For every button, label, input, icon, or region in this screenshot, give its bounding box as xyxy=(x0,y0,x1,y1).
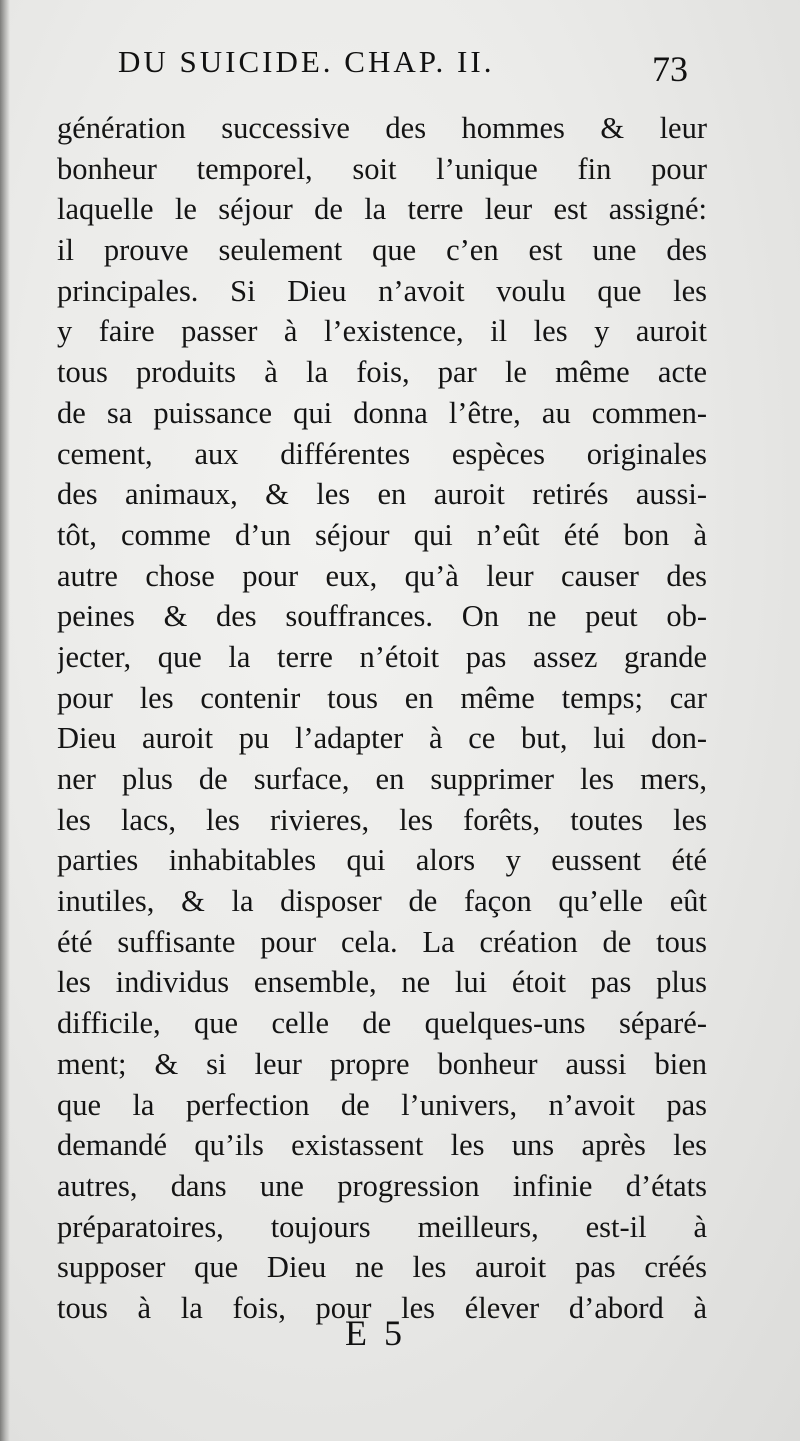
text-line: demandé qu’ils existassent les uns après les xyxy=(57,1128,707,1163)
text-line: que la perfection de l’univers, n’avoit pas xyxy=(57,1087,707,1122)
page-header xyxy=(118,38,688,98)
text-line: les lacs, les rivieres, les forêts, toutes les xyxy=(57,802,707,837)
text-line: ment; & si leur propre bonheur aussi bien xyxy=(57,1046,707,1081)
text-line: parties inhabitables qui alors y eussent été xyxy=(57,843,707,878)
text-line: difficile, que celle de quelques-uns séparé- xyxy=(57,1006,707,1041)
text-line: les individus ensemble, ne lui étoit pas plus xyxy=(57,965,707,1000)
text-line: supposer que Dieu ne les auroit pas créés xyxy=(57,1250,707,1285)
text-line: autres, dans une progression infinie d’états xyxy=(57,1168,707,1203)
page-gutter-shadow xyxy=(0,0,10,1441)
text-line: bonheur temporel, soit l’unique fin pour xyxy=(57,151,707,186)
text-line: tous à la fois, pour les élever d’abord à xyxy=(57,1290,707,1325)
text-line: ner plus de surface, en supprimer les mers, xyxy=(57,762,707,796)
text-line: inutiles, & la disposer de façon qu’elle eût xyxy=(57,884,707,919)
text-line: principales. Si Dieu n’avoit voulu que les xyxy=(57,273,707,308)
text-line: été suffisante pour cela. La création de tous xyxy=(57,924,707,959)
running-head: DU SUICIDE. CHAP. II. xyxy=(118,44,495,79)
text-line: génération successive des hommes & leur xyxy=(57,111,707,145)
text-line: jecter, que la terre n’étoit pas assez grande xyxy=(57,639,707,674)
text-line: des animaux, & les en auroit retirés aussi- xyxy=(57,477,707,512)
text-line: Dieu auroit pu l’adapter à ce but, lui don- xyxy=(57,721,707,756)
text-line: tôt, comme d’un séjour qui n’eût été bon à xyxy=(57,517,707,552)
signature-mark: E 5 xyxy=(345,1313,406,1353)
text-line: laquelle le séjour de la terre leur est assigné: xyxy=(57,192,707,227)
text-line: tous produits à la fois, par le même acte xyxy=(57,355,707,390)
text-line: cement, aux différentes espèces originales xyxy=(57,436,707,471)
text-line: peines & des souffrances. On ne peut ob- xyxy=(57,599,707,634)
page-number: 73 xyxy=(652,49,688,89)
text-line: préparatoires, toujours meilleurs, est-il à xyxy=(57,1209,707,1244)
text-line: il prouve seulement que c’en est une des xyxy=(57,233,707,268)
text-line: pour les contenir tous en même temps; car xyxy=(57,680,707,715)
text-line: autre chose pour eux, qu’à leur causer des xyxy=(57,558,707,593)
text-line: de sa puissance qui donna l’être, au commen- xyxy=(57,395,707,430)
text-line: y faire passer à l’existence, il les y auroit xyxy=(57,314,707,349)
body-text xyxy=(57,108,707,1329)
